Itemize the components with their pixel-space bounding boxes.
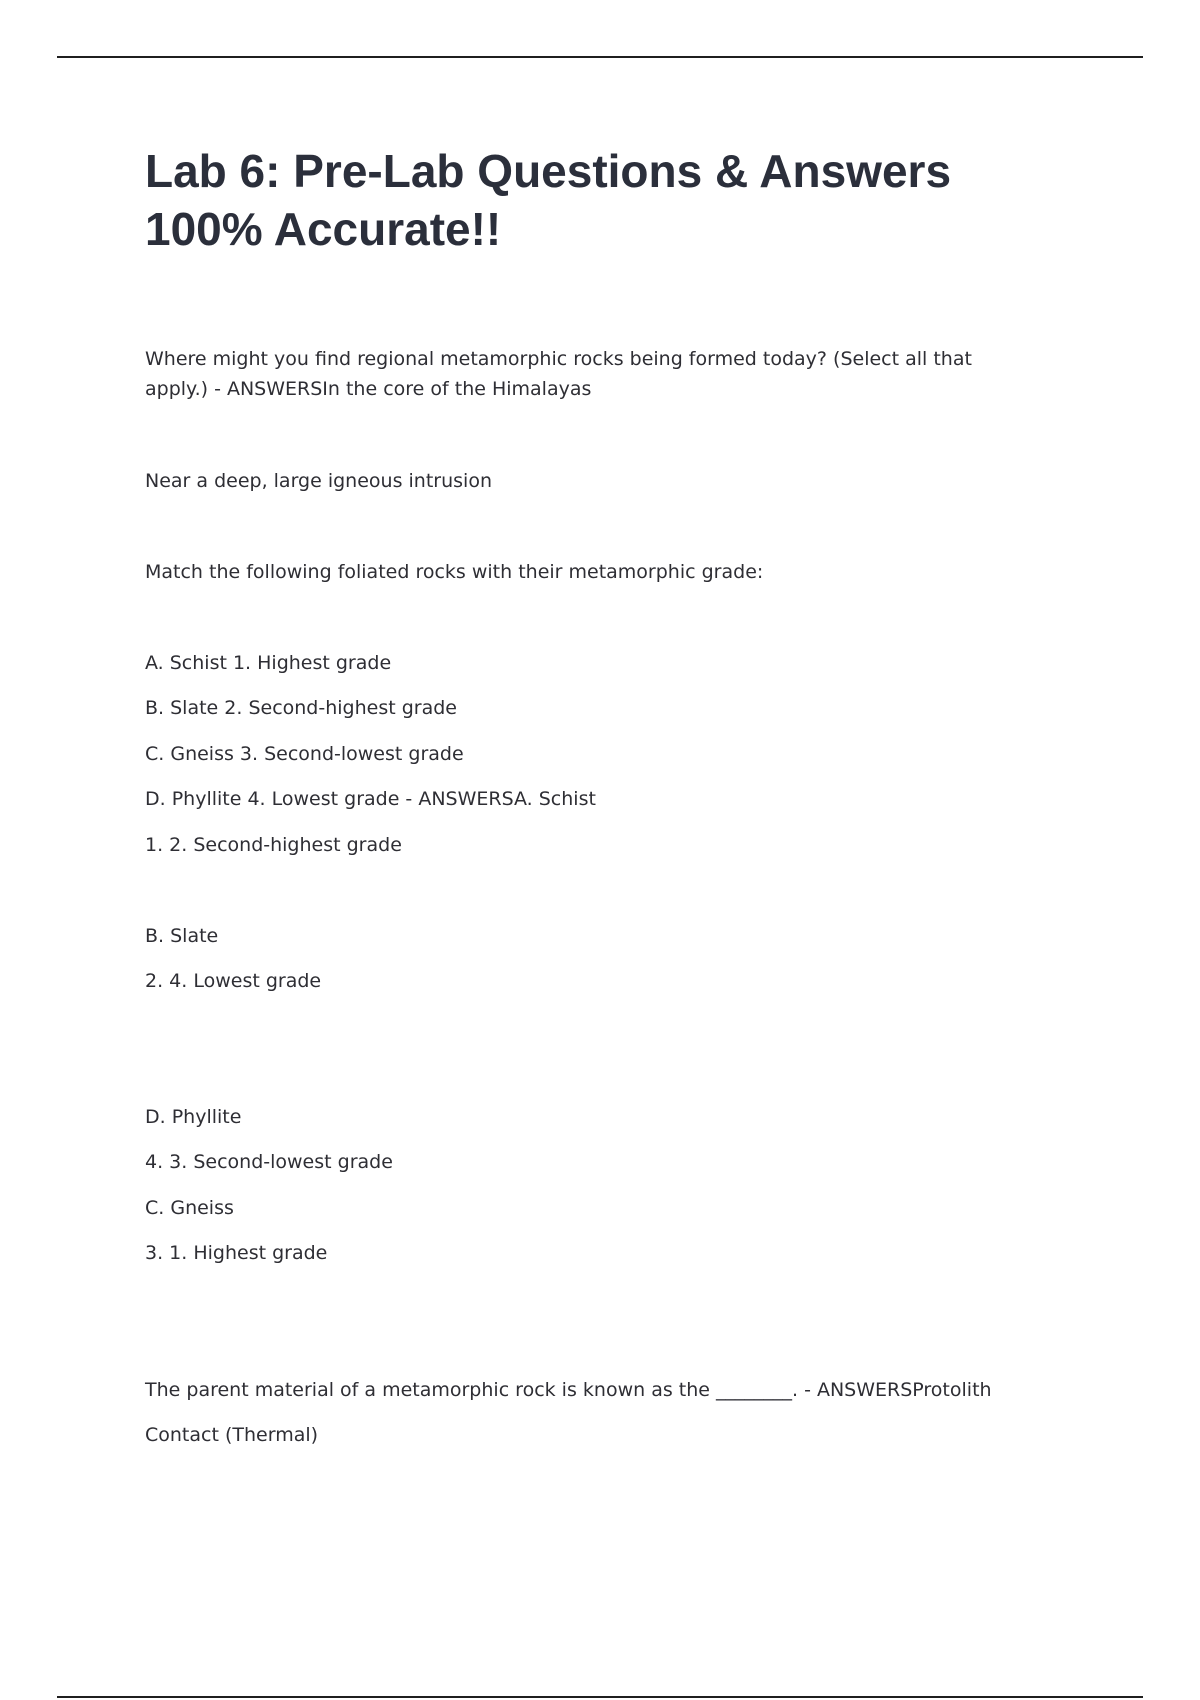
answer-line-3: 3. 1. Highest grade (145, 1242, 328, 1264)
match-item-schist: A. Schist 1. Highest grade (145, 652, 392, 674)
answer-line-1: 1. 2. Second-highest grade (145, 834, 402, 856)
match-item-gneiss: C. Gneiss 3. Second-lowest grade (145, 743, 464, 765)
page-title: Lab 6: Pre-Lab Questions & Answers 100% Accurate!! (145, 145, 952, 255)
match-item-slate: B. Slate 2. Second-highest grade (145, 697, 457, 719)
answer-line-gneiss: C. Gneiss (145, 1197, 234, 1219)
answer-line-2: 2. 4. Lowest grade (145, 970, 322, 992)
answer-line-4: 4. 3. Second-lowest grade (145, 1151, 393, 1173)
question-foliated-rocks: Match the following foliated rocks with their metamorphic grade: (145, 561, 764, 583)
answer-line-phyllite: D. Phyllite (145, 1106, 242, 1128)
match-item-phyllite: D. Phyllite 4. Lowest grade - ANSWERSA. Schist (145, 788, 596, 810)
answer-contact-thermal: Contact (Thermal) (145, 1424, 319, 1446)
bottom-rule (57, 1696, 1143, 1698)
answer-line-slate: B. Slate (145, 925, 219, 947)
answer-igneous-intrusion: Near a deep, large igneous intrusion (145, 470, 492, 492)
question-regional-metamorphic: Where might you find regional metamorphic rocks being formed today? (Select all that apply.) - ANSWERSIn the core of the Himalayas (145, 348, 972, 400)
top-rule (57, 56, 1143, 58)
question-protolith: The parent material of a metamorphic rock is known as the ________. - ANSWERSProtolith (145, 1379, 992, 1401)
